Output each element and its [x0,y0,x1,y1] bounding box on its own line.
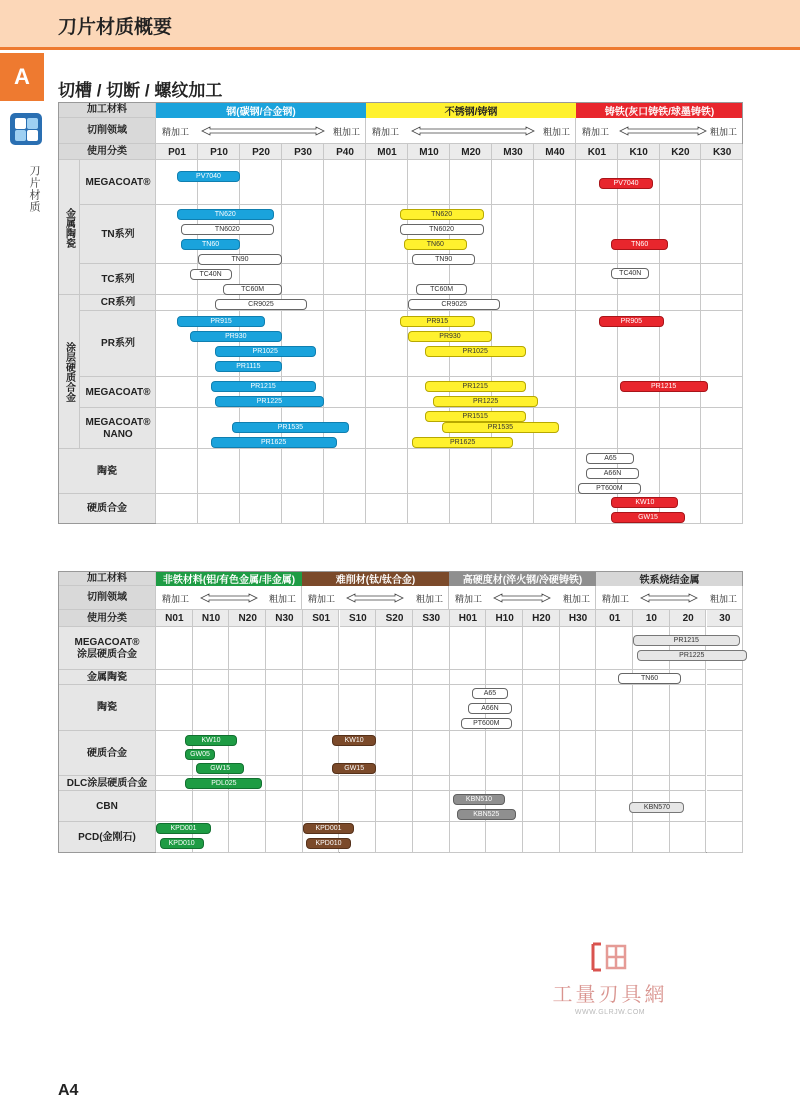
code-k01: K01 [587,146,607,158]
grade-pill-pr1535[interactable]: PR1535 [232,422,350,433]
chapter-label: 刀片材质 [28,165,40,213]
range-arrow-icon [492,593,552,603]
row-cermet: 金属陶瓷 [87,671,127,683]
grade-pill-pr915[interactable]: PR915 [400,316,476,327]
code-m01: M01 [377,146,397,158]
grade-pill-kbn525[interactable]: KBN525 [457,809,516,820]
grade-pill-tc40n[interactable]: TC40N [611,268,649,279]
grade-pill-pr1025[interactable]: PR1025 [425,346,526,357]
code-01: 01 [609,613,621,624]
row-pcd: PCD(金刚石) [78,831,136,843]
label-material: 加工材料 [87,572,127,584]
range-rough: 粗加工 [709,126,737,137]
range-arrow-icon [639,593,699,603]
row-ceramic: 陶瓷 [97,465,117,477]
grade-pill-kw10[interactable]: KW10 [611,497,678,508]
code-s01: S01 [312,613,331,624]
grade-table-2 [58,571,743,853]
grade-pill-pr1225[interactable]: PR1225 [637,650,747,661]
watermark-brand: 工量刃具網 [552,982,668,1006]
code-p40: P40 [336,146,354,158]
range-arrow-icon [200,126,326,136]
range-arrow-icon [345,593,405,603]
code-n01: N01 [165,613,184,624]
grade-pill-gw15[interactable]: GW15 [332,763,376,774]
row-pr: PR系列 [101,338,135,350]
grade-pill-pr930[interactable]: PR930 [408,331,492,342]
grade-pill-tn60[interactable]: TN60 [618,673,680,684]
grade-pill-kbn570[interactable]: KBN570 [629,802,684,813]
grade-pill-pr1535[interactable]: PR1535 [442,422,560,433]
label-region: 切削领域 [87,592,127,604]
code-h01: H01 [458,613,478,624]
range-rough: 粗加工 [332,126,360,137]
grade-pill-pr1215[interactable]: PR1215 [633,635,739,646]
grade-pill-gw15[interactable]: GW15 [196,763,244,774]
range-fine: 精加工 [308,593,336,604]
grade-pill-kw10[interactable]: KW10 [332,735,376,746]
grade-pill-pr930[interactable]: PR930 [190,331,282,342]
grade-pill-kpd010[interactable]: KPD010 [160,838,204,849]
range-arrow-icon [618,126,708,136]
category-sintered: 铁系烧结金属 [596,571,743,586]
grade-pill-kw10[interactable]: KW10 [185,735,236,746]
code-m30: M30 [503,146,523,158]
grade-pill-pr905[interactable]: PR905 [599,316,664,327]
category-stainless: 不锈钢/铸钢 [366,102,576,118]
grade-pill-cr9025[interactable]: CR9025 [408,299,500,310]
range-steel [156,118,366,144]
grade-pill-pr915[interactable]: PR915 [177,316,265,327]
row-carbide: 硬质合金 [87,503,127,515]
grade-pill-pr1225[interactable]: PR1225 [215,396,324,407]
grade-pill-pdl025[interactable]: PDL025 [185,778,262,789]
grade-pill-tn60[interactable]: TN60 [404,239,467,250]
range-cast-iron [576,118,743,144]
range-arrow-icon [410,126,536,136]
range-fine: 精加工 [582,126,610,137]
grade-pill-cr9025[interactable]: CR9025 [215,299,307,310]
row-carbide: 硬质合金 [87,747,127,759]
watermark-logo-icon [587,940,633,974]
grade-table-1 [58,102,743,524]
code-p01: P01 [168,146,186,158]
range-fine: 精加工 [162,126,190,137]
grade-pill-a66n[interactable]: A66N [586,468,638,479]
section-title: 切槽 / 切断 / 螺纹加工 [58,81,223,100]
row-ceramic: 陶瓷 [97,702,117,714]
page-number: A4 [58,1082,79,1099]
grade-pill-pr1515[interactable]: PR1515 [425,411,526,422]
row-cr: CR系列 [100,297,136,309]
range-0 [156,586,302,610]
grade-pill-tn60[interactable]: TN60 [611,239,667,250]
grade-pill-pr1625[interactable]: PR1625 [211,437,337,448]
category-steel: 钢(碳钢/合金钢) [156,102,366,118]
range-rough: 粗加工 [562,593,590,604]
code-k20: K20 [671,146,690,158]
range-fine: 精加工 [162,593,190,604]
code-p20: P20 [252,146,270,158]
grade-pill-pr1215[interactable]: PR1215 [620,381,708,392]
grade-pill-pv7040[interactable]: PV7040 [599,178,653,189]
category-cast-iron: 铸铁(灰口铸铁/球墨铸铁) [576,102,743,118]
code-20: 20 [682,613,694,624]
watermark-url: WWW.GLRJW.COM [574,1009,646,1016]
grade-pill-pt600m[interactable]: PT600M [461,718,512,729]
code-k10: K10 [629,146,648,158]
grade-pill-kpd001[interactable]: KPD001 [156,823,211,834]
grade-pill-pr1115[interactable]: PR1115 [215,361,282,372]
code-h30: H30 [568,613,588,624]
label-material: 加工材料 [87,104,127,116]
grade-pill-pr1215[interactable]: PR1215 [211,381,316,392]
grade-pill-a66n[interactable]: A66N [468,703,512,714]
code-m20: M20 [461,146,481,158]
code-s10: S10 [348,613,367,624]
range-fine: 精加工 [602,593,630,604]
grade-pill-pr1225[interactable]: PR1225 [433,396,538,407]
code-30: 30 [719,613,731,624]
code-h20: H20 [532,613,551,624]
grade-pill-pr1625[interactable]: PR1625 [412,437,513,448]
label-class: 使用分类 [87,146,127,158]
grade-pill-tn620[interactable]: TN620 [400,209,484,220]
range-1 [302,586,449,610]
range-rough: 粗加工 [542,126,570,137]
row-dlc: DLC涂层硬质合金 [66,777,148,789]
row-megacoat-coated: MEGACOAT® 涂层硬质合金 [74,637,140,660]
grade-pill-a65[interactable]: A65 [472,688,509,699]
code-s30: S30 [422,613,441,624]
category-difficult: 难削材(钛/钛合金) [302,571,449,586]
grade-pill-kpd010[interactable]: KPD010 [306,838,350,849]
range-fine: 精加工 [372,126,400,137]
row-cbn: CBN [96,800,118,812]
category-hardened: 高硬度材(淬火钢/冷硬铸铁) [449,571,596,586]
code-k30: K30 [712,146,732,158]
range-rough: 粗加工 [415,593,443,604]
grade-pill-tc40n[interactable]: TC40N [190,269,232,280]
grade-pill-tn620[interactable]: TN620 [177,209,274,220]
code-m10: M10 [419,146,439,158]
grade-pill-kbn510[interactable]: KBN510 [453,794,504,805]
grade-pill-gw05[interactable]: GW05 [185,749,214,760]
code-n30: N30 [275,613,294,624]
grade-pill-pr1025[interactable]: PR1025 [215,346,316,357]
row-tc: TC系列 [101,273,135,285]
row-tn: TN系列 [101,228,135,240]
code-h10: H10 [495,613,514,624]
grade-pill-gw15[interactable]: GW15 [611,512,684,523]
range-2 [449,586,596,610]
grade-pill-kpd001[interactable]: KPD001 [303,823,354,834]
range-rough: 粗加工 [709,593,737,604]
code-p30: P30 [294,146,312,158]
row-megacoat-nano: MEGACOAT® NANO [85,417,151,440]
page-title: 刀片材质概要 [58,17,173,38]
grade-pill-tn6020[interactable]: TN6020 [181,224,273,235]
range-fine: 精加工 [455,593,483,604]
code-p10: P10 [210,146,228,158]
row-megacoat-2: MEGACOAT® [85,386,151,398]
row-megacoat: MEGACOAT® [85,176,151,188]
chapter-tab[interactable]: A [0,53,44,101]
label-region: 切削领域 [87,125,127,137]
group-cermet: 金属陶瓷 [63,207,75,248]
label-class: 使用分类 [87,612,127,624]
grade-pill-tn6020[interactable]: TN6020 [400,224,484,235]
range-arrow-icon [199,593,259,603]
grade-pill-tn90[interactable]: TN90 [412,254,475,265]
grade-pill-tc60m[interactable]: TC60M [223,284,282,295]
grade-pill-pv7040[interactable]: PV7040 [177,171,240,182]
grade-pill-pt600m[interactable]: PT600M [578,483,641,494]
grade-pill-tn60[interactable]: TN60 [181,239,240,250]
grade-pill-pr1215[interactable]: PR1215 [425,381,526,392]
insert-grade-icon [10,113,42,145]
category-nonferrous: 非铁材料(铝/有色金属/非金属) [156,571,302,586]
code-n20: N20 [238,613,257,624]
range-3 [596,586,743,610]
range-rough: 粗加工 [268,593,296,604]
grade-pill-tc60m[interactable]: TC60M [416,284,466,295]
grade-pill-tn90[interactable]: TN90 [198,254,282,265]
code-10: 10 [645,613,657,624]
group-coated-carbide: 涂层硬质合金 [63,342,75,402]
watermark [540,940,680,1016]
grade-pill-a65[interactable]: A65 [586,453,634,464]
code-n10: N10 [201,613,221,624]
code-s20: S20 [385,613,404,624]
code-m40: M40 [545,146,565,158]
range-stainless [366,118,576,144]
